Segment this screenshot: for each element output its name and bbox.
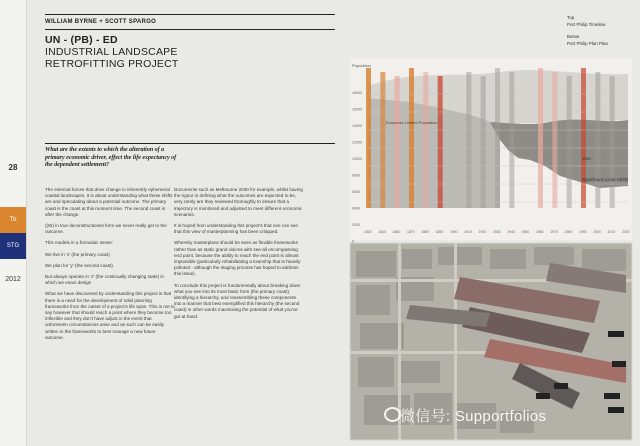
x-tick-label: 1960 bbox=[536, 230, 544, 234]
legend-top-value: Port Philip Timeline bbox=[567, 22, 606, 27]
timeline-column bbox=[581, 68, 586, 208]
x-tick-label: 2000 bbox=[593, 230, 601, 234]
legend-top-label: Top bbox=[567, 15, 575, 20]
paragraph: It is hoped from understanding this project's that one can see that this view of masterplanning has been critiqued. bbox=[174, 223, 298, 235]
y-tick-label: 4000 bbox=[352, 206, 360, 211]
timeline-column bbox=[395, 76, 400, 208]
paragraph: Whereby masterplans should be seen as flexible frameworks rather than as static grand visions with see-all encompassing end point, because the ability to reach the end point is almost impossible (particularly rehabilitating a township that is heavily polluted - although the staging process has hoped to address this issue). bbox=[174, 240, 301, 277]
paragraph: This models in a formulaic sense: bbox=[45, 240, 114, 246]
page-number: 28 bbox=[8, 163, 18, 172]
paragraph: What we have discovered by understanding this project is that there is a need for the development of solid planning frameworks from the outset of a project's life span. This is not to say however that should reach a point where they become too inflexible and they don't have adjust in the event that unforeseen circumstances arise and as such can be easily written in the frameworks to best manage a new future outcome. bbox=[45, 291, 175, 340]
timeline-column bbox=[366, 68, 371, 208]
x-tick-label: 1870 bbox=[407, 230, 415, 234]
title-rule bbox=[45, 29, 335, 30]
y-tick-label: 10000 bbox=[352, 157, 362, 161]
x-tick-label: 1910 bbox=[464, 230, 472, 234]
x-tick-label: 1890 bbox=[435, 230, 444, 234]
x-tick-label: 2010 bbox=[607, 230, 616, 234]
x-tick-label: 1840 bbox=[378, 230, 386, 234]
text-column-1 bbox=[45, 187, 175, 346]
annotation-year: 1962 bbox=[582, 156, 591, 161]
timeline-column bbox=[495, 68, 500, 208]
y-tick-label: 16000 bbox=[352, 107, 362, 112]
year-label: 2012 bbox=[5, 276, 21, 283]
timeline-column bbox=[423, 72, 428, 208]
legend-below-value: Port Philip Plan Plan bbox=[567, 41, 609, 46]
x-tick-label: 1920 bbox=[478, 230, 487, 234]
paragraph: To conclude this project is fundamentally about breaking down what you see into its most basic form (the primary coast), identifying a hierarchy, and reassembling these components into a manner that best exemplified this hierarchy (the second coast) in other words maximising the potential of what you've got at hand. bbox=[174, 282, 301, 319]
axis-title: Population bbox=[352, 63, 371, 68]
timeline-column bbox=[481, 76, 486, 208]
title-line-3: RETROFITTING PROJECT bbox=[45, 58, 179, 70]
top-rule bbox=[45, 14, 335, 15]
y-tick-label: 8000 bbox=[352, 173, 360, 178]
x-tick-label: 1980 bbox=[564, 230, 573, 234]
x-tick-label: 1940 bbox=[507, 230, 515, 234]
x-tick-label: 1820 bbox=[364, 230, 372, 234]
x-tick-label: 1900 bbox=[450, 230, 458, 234]
page-title bbox=[45, 34, 179, 70]
paragraph: ((W) in true deconstructionist form we never really get to the outcome. bbox=[45, 223, 167, 235]
title-line-2: INDUSTRIAL LANDSCAPE bbox=[45, 46, 178, 58]
section-tab-label: STG bbox=[6, 243, 20, 249]
paragraph: But always operate in 'z' (the continually changing state) in which we enact design bbox=[45, 274, 164, 286]
paragraph: The external forces that drive change in inherently ephemeral coastal landscapes. It is about understanding what these shifts are and speculating about a potential outcome. The primary coast is the coast at this moment time. The second coast is after the change. bbox=[45, 187, 173, 217]
paragraph: We plan for 'y' (the second coast) bbox=[45, 262, 113, 268]
legend-below-label: Below bbox=[567, 34, 580, 39]
page-margin bbox=[0, 0, 27, 446]
x-tick-label: 1970 bbox=[550, 230, 558, 234]
timeline-column bbox=[595, 72, 600, 208]
x-tick-label: 1930 bbox=[493, 230, 501, 234]
timeline-graphic bbox=[350, 58, 632, 244]
x-tick-label: 1990 bbox=[579, 230, 587, 234]
y-tick-label: 2000 bbox=[352, 223, 360, 227]
section-tab-blue[interactable] bbox=[0, 233, 26, 259]
y-tick-label: 18000 bbox=[352, 91, 362, 95]
annotation-economic: Economic Limited Population bbox=[386, 120, 438, 125]
y-tick-label: 12000 bbox=[352, 140, 362, 145]
x-tick-label: 1950 bbox=[521, 230, 530, 234]
timeline-column bbox=[466, 72, 471, 208]
timeline-column bbox=[438, 76, 443, 208]
y-tick-label: 14000 bbox=[352, 124, 362, 128]
intro-question: What are the extents to which the alteration of a primary economic driver, effect the life expectancy of the dependent settlement? bbox=[45, 147, 177, 168]
x-tick-label: 1860 bbox=[392, 230, 401, 234]
section-tab-label: Tb bbox=[9, 217, 17, 223]
wechat-icon bbox=[384, 407, 401, 422]
title-line-1: UN - (PB) - ED bbox=[45, 34, 118, 46]
y-tick-label: 6000 bbox=[352, 190, 360, 194]
x-tick-label: 1880 bbox=[421, 230, 429, 234]
x-tick-label: 2020 bbox=[622, 230, 630, 234]
timeline-column bbox=[380, 72, 385, 208]
intro-rule bbox=[45, 143, 335, 144]
timeline-column bbox=[538, 68, 543, 208]
paragraph: Documents such as Melbourne 2030 for example, whilst having the rigour in defining what the outcomes are expected to be, very rarely are they reviewed thoroughly to ensure that a trajectory is monitored and adjusted to meet different economic scenarios. bbox=[174, 187, 303, 217]
watermark: 微信号: Supportfolios bbox=[400, 408, 547, 425]
timeline-column bbox=[610, 76, 615, 208]
authors: WILLIAM BYRNE + SCOTT SPARGO bbox=[45, 19, 157, 25]
section-tab-orange[interactable] bbox=[0, 207, 26, 233]
timeline-column bbox=[409, 68, 414, 208]
timeline-column bbox=[509, 72, 514, 208]
timeline-column bbox=[567, 76, 572, 208]
timeline-column bbox=[552, 72, 557, 208]
population-timeline-figure bbox=[350, 58, 632, 244]
y-tick-label: 0 bbox=[352, 239, 354, 244]
annotation-shifts: Significant Local Shifts bbox=[582, 177, 629, 182]
paragraph: We live in 'x' (the primary coast) bbox=[45, 251, 110, 257]
text-column-2 bbox=[174, 187, 304, 325]
